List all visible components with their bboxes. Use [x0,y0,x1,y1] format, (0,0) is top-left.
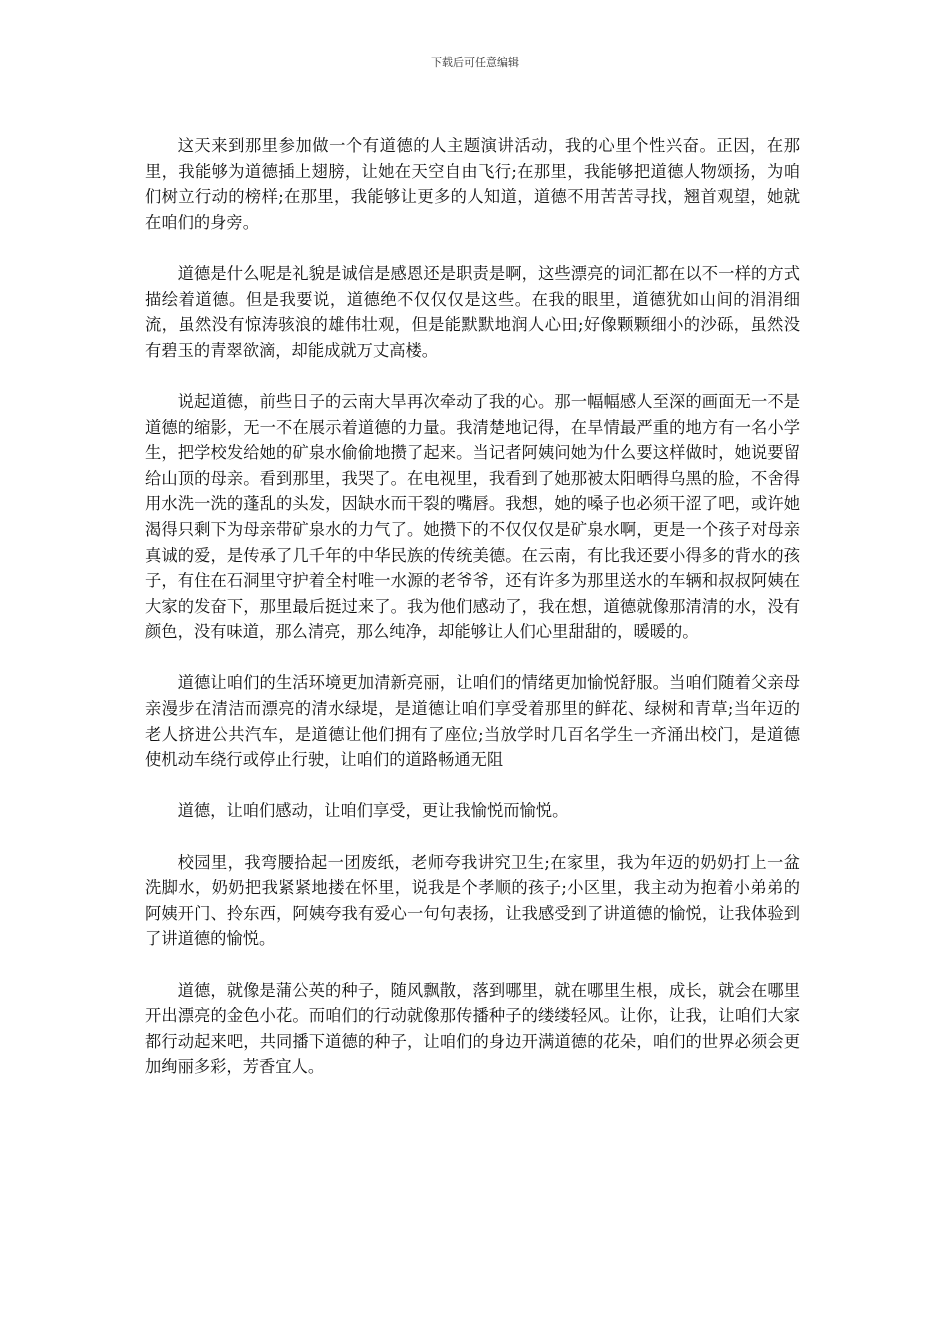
paragraph-2: 道德是什么呢是礼貌是诚信是感恩还是职责是啊，这些漂亮的词汇都在以不一样的方式描绘着道德。但是我要说，道德绝不仅仅仅是这些。在我的眼里，道德犹如山间的涓涓细流，虽然没有惊涛骇浪的雄伟壮观，但是能默默地润人心田;好像颗颗细小的沙砾，虽然没有碧玉的青翠欲滴，却能成就万丈高楼。 [145,263,800,360]
paragraph-6: 校园里，我弯腰拾起一团废纸，老师夸我讲究卫生;在家里，我为年迈的奶奶打上一盆洗脚水，奶奶把我紧紧地搂在怀里，说我是个孝顺的孩子;小区里，我主动为抱着小弟弟的阿姨开门、拎东西，阿姨夸我有爱心一句句表扬，让我感受到了讲道德的愉悦，让我体验到了讲道德的愉悦。 [145,852,800,949]
paragraph-7: 道德，就像是蒲公英的种子，随风飘散，落到哪里，就在哪里生根，成长，就会在哪里开出漂亮的金色小花。而咱们的行动就像那传播种子的缕缕轻风。让你，让我，让咱们大家都行动起来吧，共同播下道德的种子，让咱们的身边开满道德的花朵，咱们的世界必须会更加绚丽多彩，芳香宜人。 [145,980,800,1077]
paragraph-4: 道德让咱们的生活环境更加清新亮丽，让咱们的情绪更加愉悦舒服。当咱们随着父亲母亲漫步在清洁而漂亮的清水绿堤，是道德让咱们享受着那里的鲜花、绿树和青草;当年迈的老人挤进公共汽车，是道德让他们拥有了座位;当放学时几百名学生一齐涌出校门，是道德使机动车绕行或停止行驶，让咱们的道路畅通无阻 [145,673,800,770]
header-note: 下载后可任意编辑 [431,56,519,69]
article-body [145,133,800,1106]
paragraph-5: 道德，让咱们感动，让咱们享受，更让我愉悦而愉悦。 [177,801,569,821]
paragraph-1: 这天来到那里参加做一个有道德的人主题演讲活动，我的心里个性兴奋。正因，在那里，我能够为道德插上翅膀，让她在天空自由飞行;在那里，我能够把道德人物颂扬，为咱们树立行动的榜样;在那里，我能够让更多的人知道，道德不用苦苦寻找，翘首观望，她就在咱们的身旁。 [145,136,800,232]
paragraph-3: 说起道德，前些日子的云南大旱再次牵动了我的心。那一幅幅感人至深的画面无一不是道德的缩影，无一不在展示着道德的力量。我清楚地记得，在旱情最严重的地方有一名小学生，把学校发给她的矿泉水偷偷地攒了起来。当记者阿姨问她为什么要这样做时，她说要留给山顶的母亲。看到那里，我哭了。在电视里，我看到了她那被太阳晒得乌黑的脸，不舍得用水洗一洗的蓬乱的头发，因缺水而干裂的嘴唇。我想，她的嗓子也必须干涩了吧，或许她渴得只剩下为母亲带矿泉水的力气了。她攒下的不仅仅仅是矿泉水啊，更是一个孩子对母亲真诚的爱，是传承了几千年的中华民族的传统美德。在云南，有比我还要小得多的背水的孩子，有住在石洞里守护着全村唯一水源的老爷爷，还有许多为那里送水的车辆和叔叔阿姨在大家的发奋下，那里最后挺过来了。我为他们感动了，我在想，道德就像那清清的水，没有颜色，没有味道，那么清亮，那么纯净，却能够让人们心里甜甜的，暖暖的。 [145,391,800,642]
